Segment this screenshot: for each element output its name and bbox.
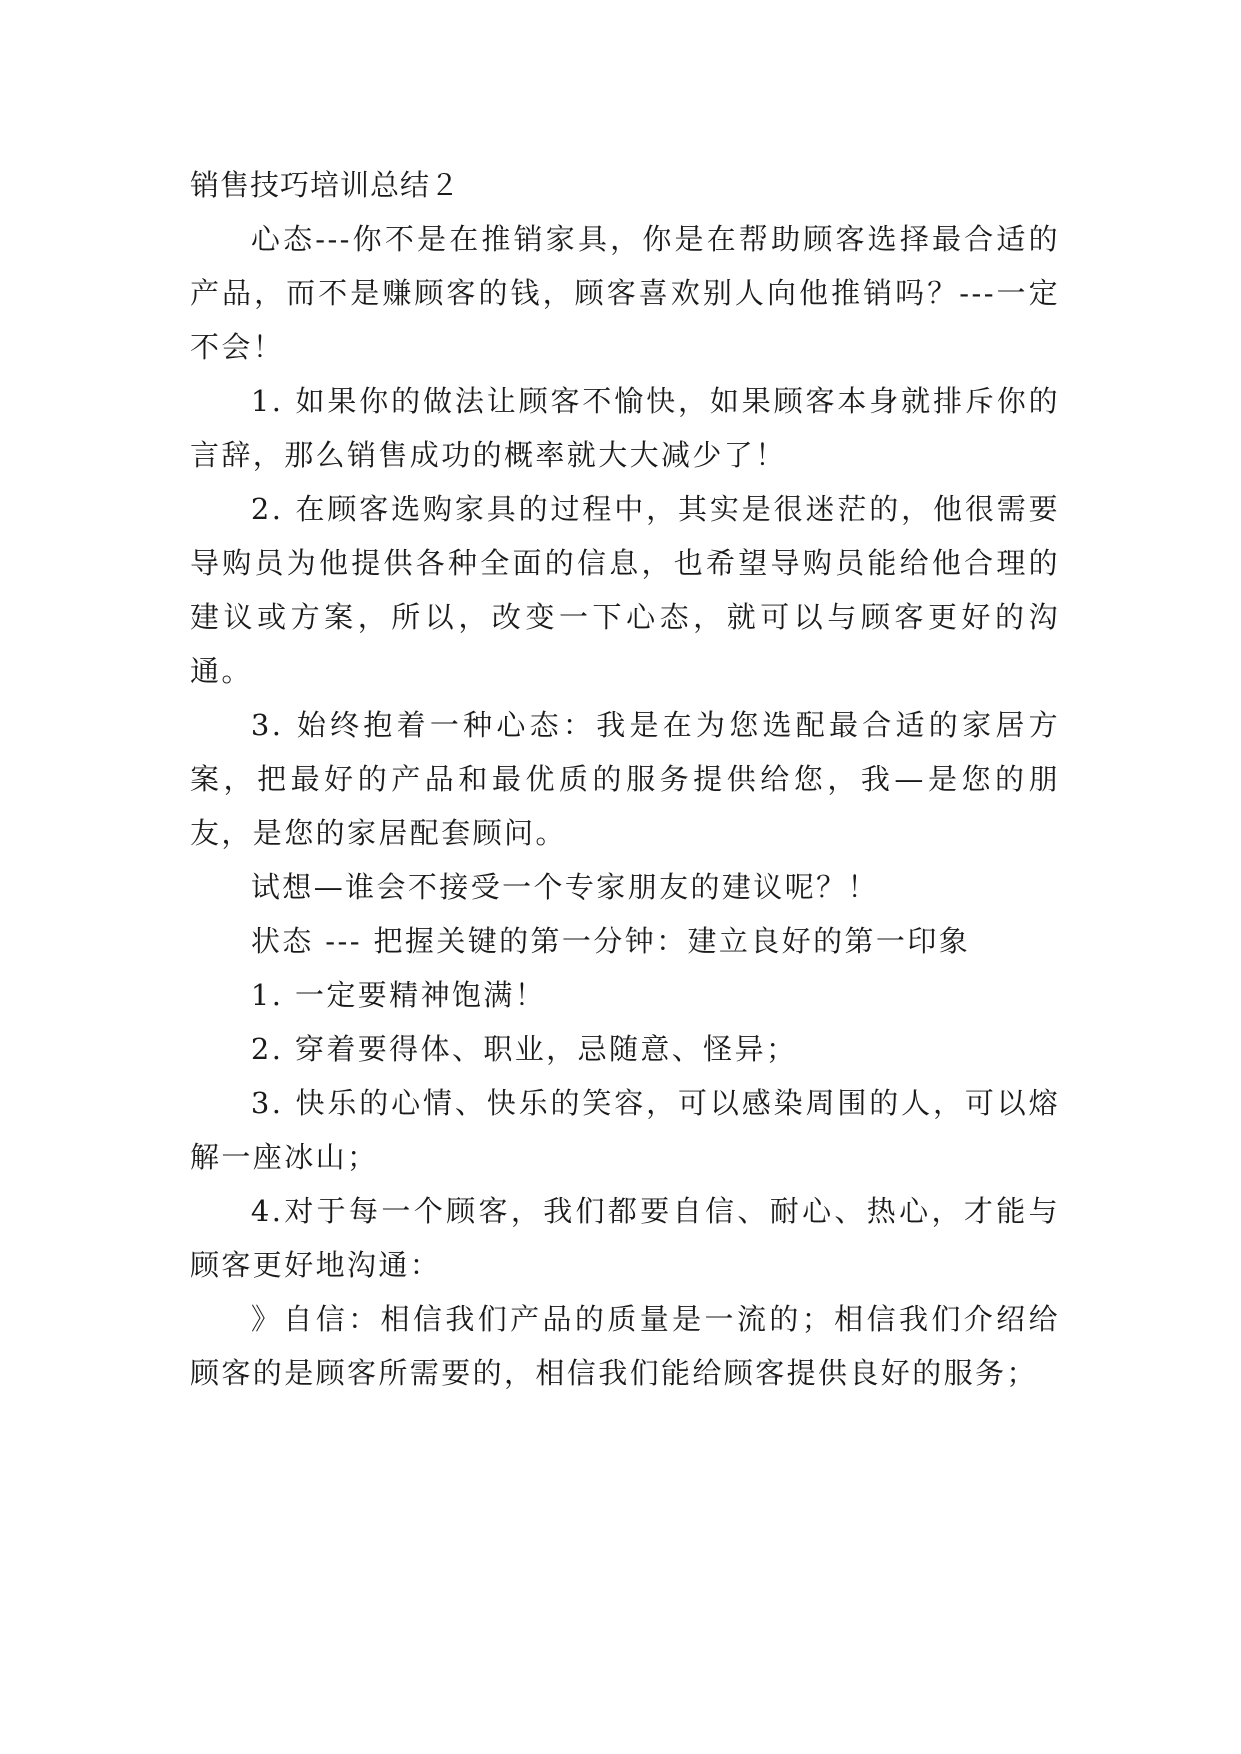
paragraph-mindset-1: 1. 如果你的做法让顾客不愉快，如果顾客本身就排斥你的言辞，那么销售成功的概率就大大减少了！ <box>190 384 1060 472</box>
document-body <box>190 158 1060 1400</box>
paragraph-mindset: 心态---你不是在推销家具，你是在帮助顾客选择最合适的产品，而不是赚顾客的钱，顾客喜欢别人向他推销吗？---一定不会！ <box>190 222 1060 364</box>
document-title: 销售技巧培训总结２ <box>190 168 461 202</box>
paragraph-think: 试想—谁会不接受一个专家朋友的建议呢？！ <box>250 870 879 904</box>
paragraph-state-1: 1. 一定要精神饱满！ <box>250 978 547 1012</box>
paragraph-state-3: 3. 快乐的心情、快乐的笑容，可以感染周围的人，可以熔解一座冰山； <box>190 1086 1060 1174</box>
paragraph-state-2: 2. 穿着要得体、职业，忌随意、怪异； <box>250 1032 798 1066</box>
paragraph-state-4: 4.对于每一个顾客，我们都要自信、耐心、热心，才能与顾客更好地沟通： <box>190 1194 1060 1282</box>
paragraph-mindset-2: 2. 在顾客选购家具的过程中，其实是很迷茫的，他很需要导购员为他提供各种全面的信息，也希望导购员能给他合理的建议或方案，所以，改变一下心态，就可以与顾客更好的沟通。 <box>190 492 1060 688</box>
paragraph-mindset-3: 3. 始终抱着一种心态：我是在为您选配最合适的家居方案，把最好的产品和最优质的服务提供给您，我—是您的朋友，是您的家居配套顾问。 <box>190 708 1060 850</box>
paragraph-state: 状态 --- 把握关键的第一分钟：建立良好的第一印象 <box>250 924 971 958</box>
paragraph-confidence: 》自信：相信我们产品的质量是一流的；相信我们介绍给顾客的是顾客所需要的，相信我们能给顾客提供良好的服务； <box>190 1302 1060 1390</box>
